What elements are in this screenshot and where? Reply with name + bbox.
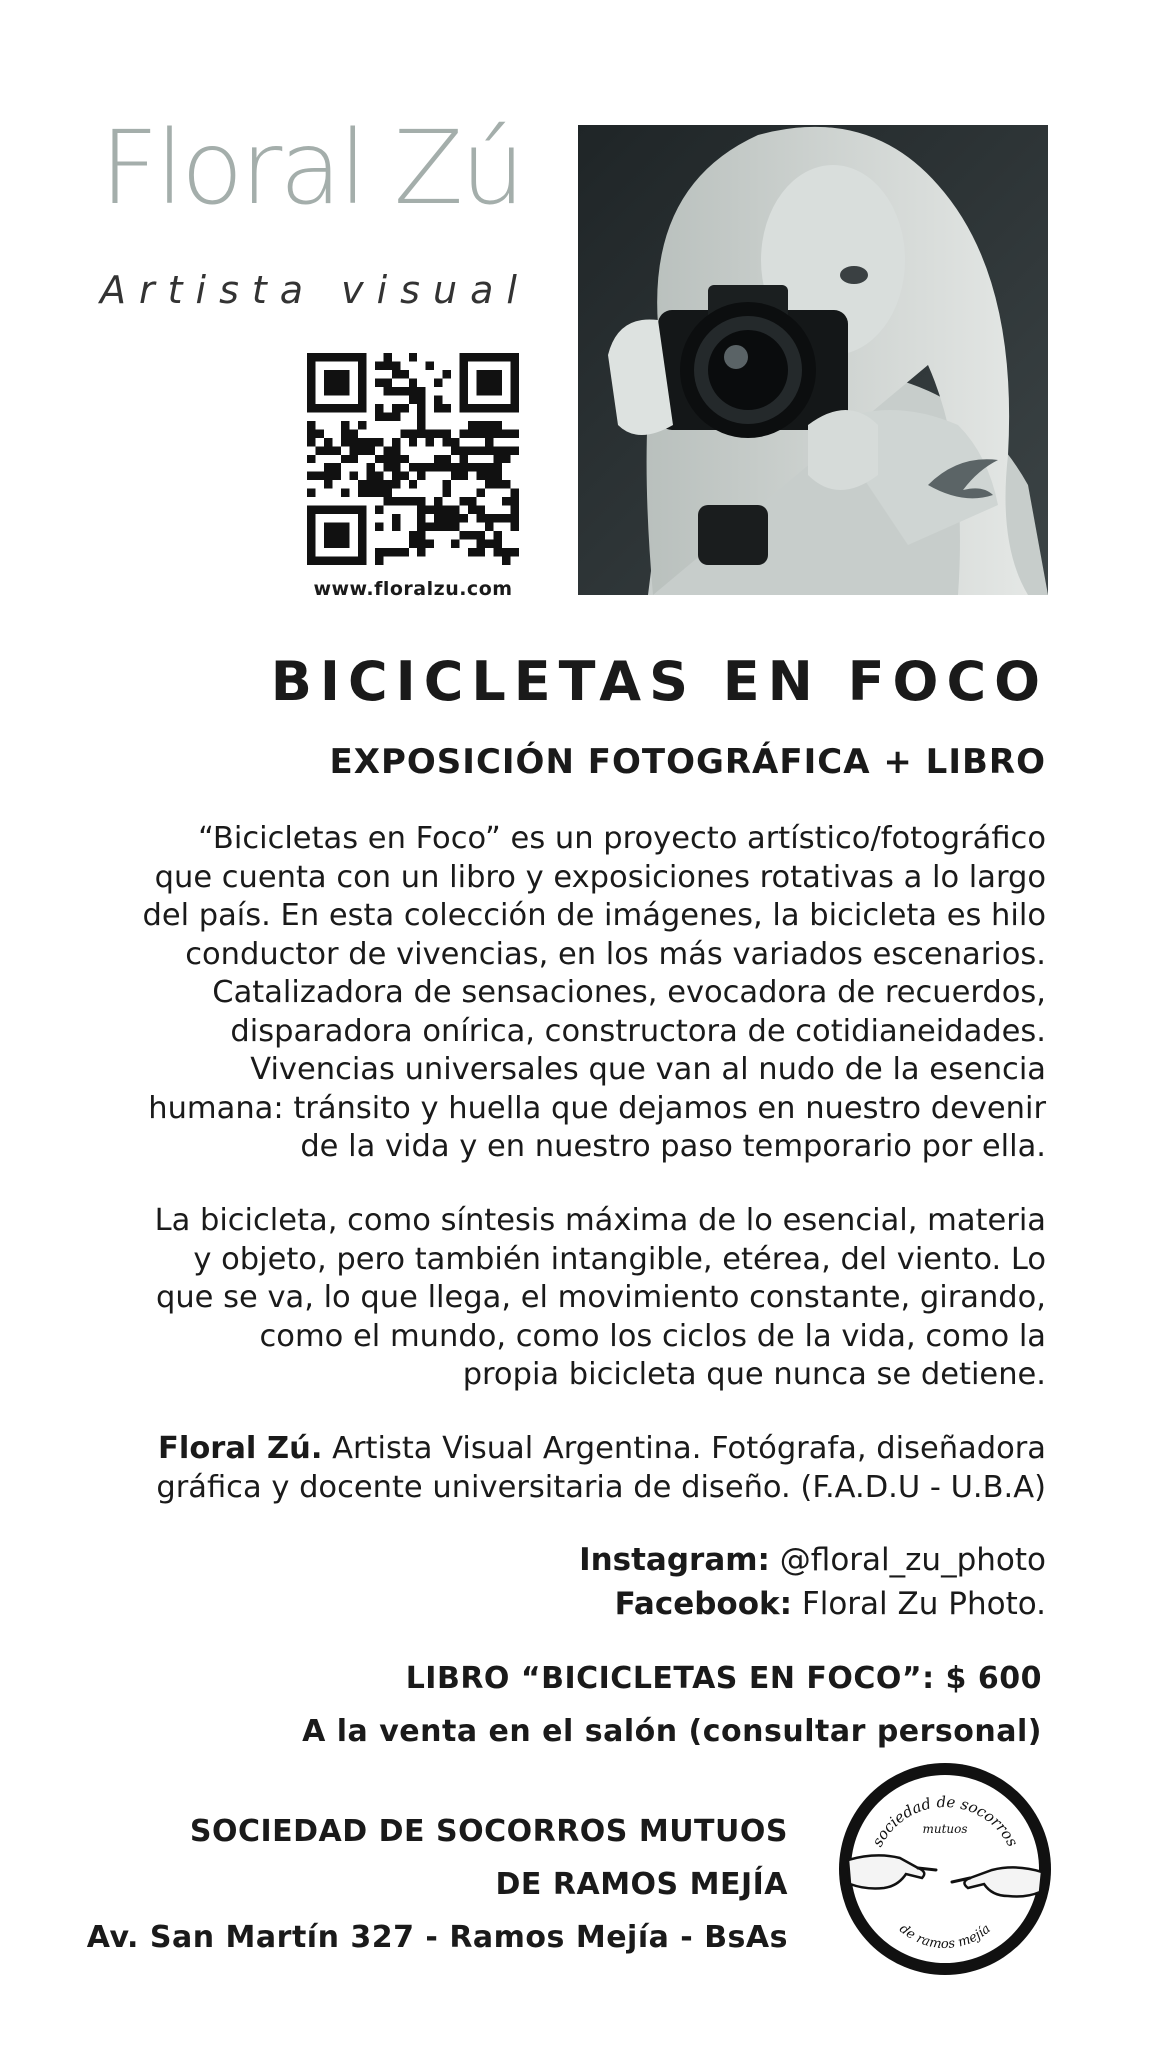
social-links	[579, 1538, 1046, 1626]
book-info	[302, 1652, 1042, 1758]
bio-line-2: gráfica y docente universitaria de diseño. (F.A.D.U - U.B.A)	[156, 1469, 1046, 1505]
facebook-page: Floral Zu Photo.	[792, 1586, 1046, 1622]
text-line: La bicicleta, como síntesis máxima de lo esencial, materia	[154, 1203, 1046, 1238]
instagram-line[interactable]	[579, 1538, 1046, 1582]
facebook-line[interactable]	[579, 1582, 1046, 1626]
instagram-label: Instagram:	[579, 1542, 770, 1578]
text-line: que se va, lo que llega, el movimiento constante, girando,	[155, 1280, 1046, 1315]
text-line: conductor de vivencias, en los más variados escenarios.	[185, 936, 1046, 972]
venue-name-line-1: SOCIEDAD DE SOCORROS MUTUOS	[189, 1814, 788, 1849]
book-price: LIBRO “BICICLETAS EN FOCO”: $ 600	[405, 1661, 1042, 1696]
brand-name: Floral Zú	[100, 109, 523, 228]
venue-name-line-2: DE RAMOS MEJÍA	[495, 1867, 788, 1902]
photographer-portrait	[578, 125, 1048, 595]
text-line: del país. En esta colección de imágenes, la bicicleta es hilo	[142, 898, 1046, 933]
bio-line-1	[66, 1430, 1046, 1469]
text-line: Vivencias universales que van al nudo de la esencia	[250, 1052, 1046, 1087]
seal-top-text: sociedad de socorros	[868, 1792, 1022, 1850]
exhibition-subtitle: EXPOSICIÓN FOTOGRÁFICA + LIBRO	[329, 742, 1046, 782]
artist-bio	[66, 1430, 1046, 1507]
seal-middle-text: mutuos	[922, 1822, 968, 1836]
book-sale-note: A la venta en el salón (consultar personal)	[302, 1714, 1042, 1749]
text-line: y objeto, pero también intangible, etérea, del viento. Lo	[193, 1241, 1046, 1277]
venue-info	[87, 1805, 788, 1964]
facebook-label: Facebook:	[614, 1586, 793, 1622]
society-seal-logo	[836, 1760, 1054, 1978]
text-line: humana: tránsito y huella que dejamos en nuestro devenir	[148, 1090, 1046, 1126]
seal-bottom-text: de ramos mejía	[896, 1921, 994, 1953]
text-line: “Bicicletas en Foco” es un proyecto artístico/fotográfico	[198, 821, 1046, 856]
text-line: que cuenta con un libro y exposiciones rotativas a lo largo	[154, 859, 1046, 895]
text-line: Catalizadora de sensaciones, evocadora de recuerdos,	[212, 975, 1046, 1010]
description-paragraph-2	[66, 1202, 1046, 1395]
text-line: propia bicicleta que nunca se detiene.	[462, 1357, 1046, 1392]
text-line: de la vida y en nuestro paso temporario por ella.	[300, 1129, 1046, 1164]
text-line: disparadora onírica, constructora de cotidianeidades.	[230, 1013, 1046, 1049]
venue-address: Av. San Martín 327 - Ramos Mejía - BsAs	[86, 1920, 788, 1955]
description-paragraph-1	[66, 820, 1046, 1167]
text-line: como el mundo, como los ciclos de la vida, como la	[259, 1318, 1046, 1354]
exhibition-title: BICICLETAS EN FOCO	[270, 650, 1048, 713]
bio-text: Artista Visual Argentina. Fotógrafa, diseñadora	[322, 1431, 1046, 1466]
website-link[interactable]: www.floralzu.com	[313, 578, 513, 600]
brand-subtitle: Artista visual	[100, 268, 530, 312]
qr-code[interactable]	[307, 353, 519, 565]
artist-name: Floral Zú.	[158, 1431, 323, 1466]
instagram-handle: @floral_zu_photo	[769, 1542, 1046, 1578]
